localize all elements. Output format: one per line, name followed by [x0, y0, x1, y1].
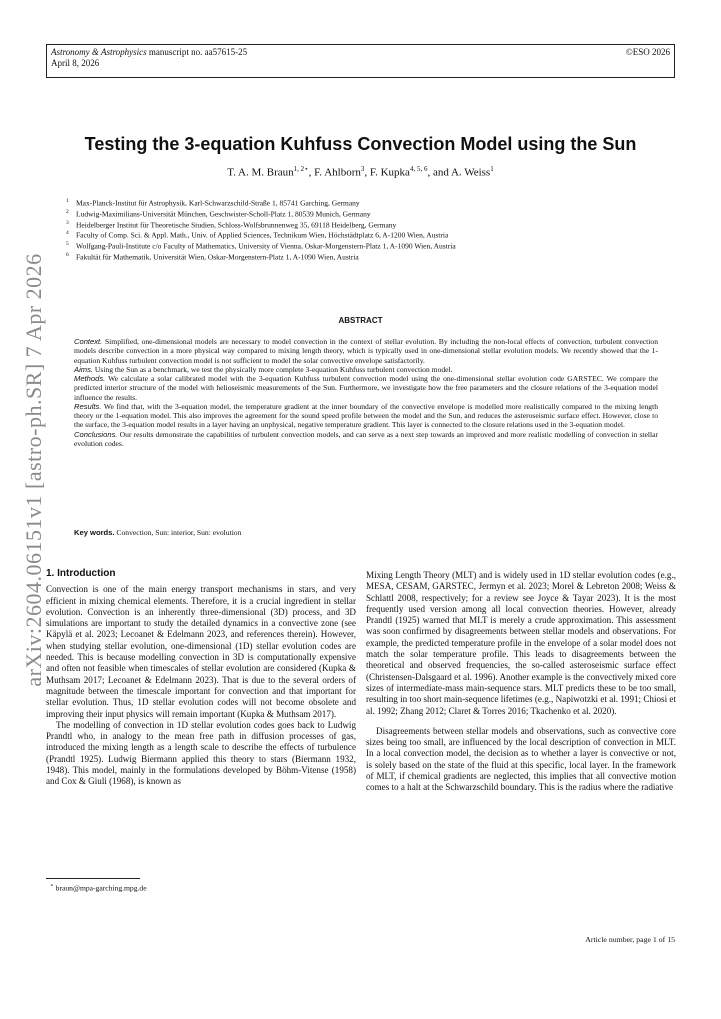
- abstract-label: Aims.: [74, 364, 93, 374]
- manuscript-header: [46, 44, 675, 78]
- section-heading: 1. Introduction: [46, 568, 116, 579]
- abstract-text: Our results demonstrate the capabilities of turbulent convection models, and can serve as a next step towards an improved and more realistic modelling of convection in stellar evolution codes.: [74, 429, 658, 448]
- abstract-body: [74, 337, 658, 448]
- keywords-text: Convection, Sun: interior, Sun: evolution: [114, 528, 242, 537]
- corresponding-email: braun@mpa-garching.mpg.de: [53, 883, 147, 893]
- body-paragraph: Convection is one of the main energy transport mechanisms in stars, and very efficient in mixing chemical elements. Therefore, it is a crucial ingredient in stellar evolution. Convection is an inherently three-dimensional (3D) process, and 3D simulations are important to study the detailed dynamics in a convective zone (see Käpylä et al. 2023; Lecoanet & Edelmann 2023, and references therein). However, when studying stellar evolution, one-dimensional (1D) stellar evolution codes are needed. This is because modelling convection in 3D is computationally expensive and often not feasible when timescales of stellar evolution are considered (Kupka & Muthsam 2017; Lecoanet & Edelmann 2023). That is due to the several orders of magnitude between the timescale important for convection and that important for stellar evolution. Thus, 1D stellar evolution codes will not become obsolete and improving their input physics will remain important (Kupka & Muthsam 2017).: [46, 584, 356, 719]
- author-affiliation-marks: 1, 2⋆: [293, 165, 309, 173]
- affiliation-item: [66, 251, 666, 262]
- affiliation-number: 2: [66, 208, 69, 215]
- body-paragraph: The modelling of convection in 1D stellar evolution codes goes back to Ludwig Prandtl who, in analogy to the mean free path in diffusion processes of gas, introduced the mixing length as a length scale to describe the effects of turbulence (Prandtl 1925). Ludwig Biermann applied this theory to stars (Biermann 1932, 1948). This model, mainly in the formulations developed by Böhm-Vitense (1958) and Cox & Giuli (1968), is known as: [46, 719, 356, 787]
- journal-name: Astronomy & Astrophysics: [51, 47, 147, 57]
- affiliation-number: 3: [66, 219, 69, 226]
- keywords: [74, 528, 658, 537]
- abstract-label: Conclusions.: [74, 429, 118, 439]
- abstract-aims: [74, 365, 658, 374]
- abstract-methods: [74, 374, 658, 402]
- footnote: [50, 882, 147, 893]
- affiliation-item: [66, 208, 666, 219]
- author-name: A. Weiss: [450, 166, 491, 179]
- footnote-rule: [46, 878, 140, 879]
- keywords-label: Key words.: [74, 528, 115, 537]
- arxiv-identifier: arXiv:2604.06151v1 [astro-ph.SR] 7 Apr 2026: [21, 253, 46, 687]
- right-column: [366, 570, 676, 794]
- copyright-notice: ©ESO 2026: [625, 47, 670, 57]
- author-affiliation-marks: 4, 5, 6: [409, 165, 428, 173]
- affiliation-item: [66, 240, 666, 251]
- page-number: Article number, page 1 of 15: [585, 935, 675, 944]
- affiliation-item: [66, 229, 666, 240]
- author-separator: ,: [364, 166, 370, 179]
- affiliation-text: Wolfgang-Pauli-Institute c/o Faculty of Mathematics, University of Vienna, Oskar-Morgenstern-Platz 1, A-1090 Wien, Austria: [76, 241, 456, 251]
- paper-title: Testing the 3-equation Kuhfuss Convection Model using the Sun: [84, 134, 637, 154]
- author-separator: , and: [427, 166, 451, 179]
- affiliation-text: Ludwig-Maximilians-Universität München, Geschwister-Scholl-Platz 1, 80539 Munich, Germany: [76, 209, 371, 219]
- affiliation-number: 5: [66, 241, 69, 248]
- affiliation-list: [66, 197, 666, 262]
- author-name: F. Ahlborn: [314, 166, 361, 179]
- author-name: T. A. M. Braun: [227, 166, 294, 179]
- abstract-text: We calculate a solar calibrated model with the 3-equation Kuhfuss turbulent convection model using the one-dimensional stellar evolution code GARSTEC. We compare the predicted interior structure of the model with helioseismic measurements of the Sun. Furthermore, we investigate how the free parameters and the closure relations of the 3-equation model influence the results.: [74, 374, 658, 402]
- affiliation-number: 1: [66, 198, 69, 204]
- author-name: F. Kupka: [369, 166, 410, 179]
- abstract-label: Results.: [74, 401, 102, 411]
- abstract-text: Using the Sun as a benchmark, we test the physically more complete 3-equation Kuhfuss turbulent convection model.: [92, 364, 453, 374]
- affiliation-text: Faculty of Comp. Sci. & Appl. Math., Univ. of Applied Sciences, Technikum Wien, Höchstädtplatz 6, A-1200 Wien, Austria: [76, 230, 449, 240]
- abstract-conclusions: [74, 430, 658, 449]
- author-affiliation-marks: 1: [490, 165, 494, 173]
- author-separator: ,: [308, 166, 315, 179]
- author-list: [46, 165, 675, 179]
- abstract-label: Context.: [74, 337, 103, 346]
- affiliation-number: 6: [66, 251, 69, 258]
- abstract-label: Methods.: [74, 374, 106, 383]
- abstract-text: Simplified, one-dimensional models are necessary to model convection in the context of stellar evolution. By including the non-local effects of convection, turbulent convection models describe convection in a more physical way compared to mixing length theory, which is typically used in one-dimensional stellar evolution models. We recently showed that the 1-equation Kuhfuss turbulent convection model is not sufficient to model the solar convective envelope satisfactorily.: [74, 337, 658, 365]
- affiliation-item: [66, 219, 666, 230]
- affiliation-text: Fakultät für Mathematik, Universität Wien, Oskar-Morgenstern-Platz 1, A-1090 Wien, Austria: [76, 252, 359, 262]
- affiliation-text: Heidelberger Institut für Theoretische Studien, Schloss-Wolfsbrunnenweg 35, 69118 Heidelberg, Germany: [76, 220, 397, 230]
- author-affiliation-marks: 3: [360, 165, 365, 173]
- manuscript-number: manuscript no. aa57615-25: [146, 47, 248, 57]
- abstract-results: [74, 402, 658, 430]
- footnote-mark: ⋆: [50, 883, 54, 889]
- affiliation-number: 4: [66, 230, 69, 237]
- abstract-context: [74, 337, 658, 365]
- manuscript-date: April 8, 2026: [51, 58, 100, 68]
- body-paragraph: Disagreements between stellar models and observations, such as convective core sizes being too small, are influenced by the local description of convection in MLT. In a local convection model, the decision as to whether a layer is convective or not, is solely based on the state of the fluid at this specific, local layer. In the framework of MLT, if chemical gradients are neglected, this implies that all convective motion comes to a halt at the Schwarzschild boundary. This is the radius where the radiative: [366, 725, 676, 793]
- affiliation-item: [66, 197, 666, 208]
- abstract-text: We find that, with the 3-equation model, the temperature gradient at the inner boundary of the convective envelope is modelled more realistically compared to the mixing length theory or the 1-equation model. This also improves the agreement for the sound speed profile between the model and the Sun, and reduces the asteroseismic surface effect. However, close to the surface, the 3-equation model results in a layer having an unphysical, negative temperature gradient. This layer is connected to the closure relations used in the 3-equation model.: [74, 401, 658, 430]
- affiliation-text: Max-Planck-Institut für Astrophysik, Karl-Schwarzschild-Straße 1, 85741 Garching, Germany: [76, 198, 360, 208]
- abstract-heading: ABSTRACT: [338, 316, 383, 325]
- left-column: [46, 568, 356, 788]
- body-paragraph: Mixing Length Theory (MLT) and is widely used in 1D stellar evolution codes (e.g., MESA, CESAM, GARSTEC, Jermyn et al. 2023; Morel & Lebreton 2008; Weiss & Schlattl 2008, respectively; for a review see Joyce & Tayar 2023). It is the most frequently used version among all local convection theories. However, already Prandtl (1925) warned that MLT is merely a crude approximation. This assessment was soon confirmed by disagreements between stellar models and observations. For example, the predicted temperature profile in the envelope of a solar model does not match the solar temperature profile. This leads to disagreements between the theoretical and observed frequencies, the so-called asteroseismic surface effect (Christensen-Dalsgaard et al. 1996). Another example is the convectively mixed core sizes of intermediate-mass main-sequence stars. MLT predicts these to be too small, resulting in too short main-sequence lifetimes (e.g., Napiwotzki et al. 1991; Chiosi et al. 1992; Zhang 2012; Claret & Torres 2016; Tkachenko et al. 2020).: [366, 570, 676, 716]
